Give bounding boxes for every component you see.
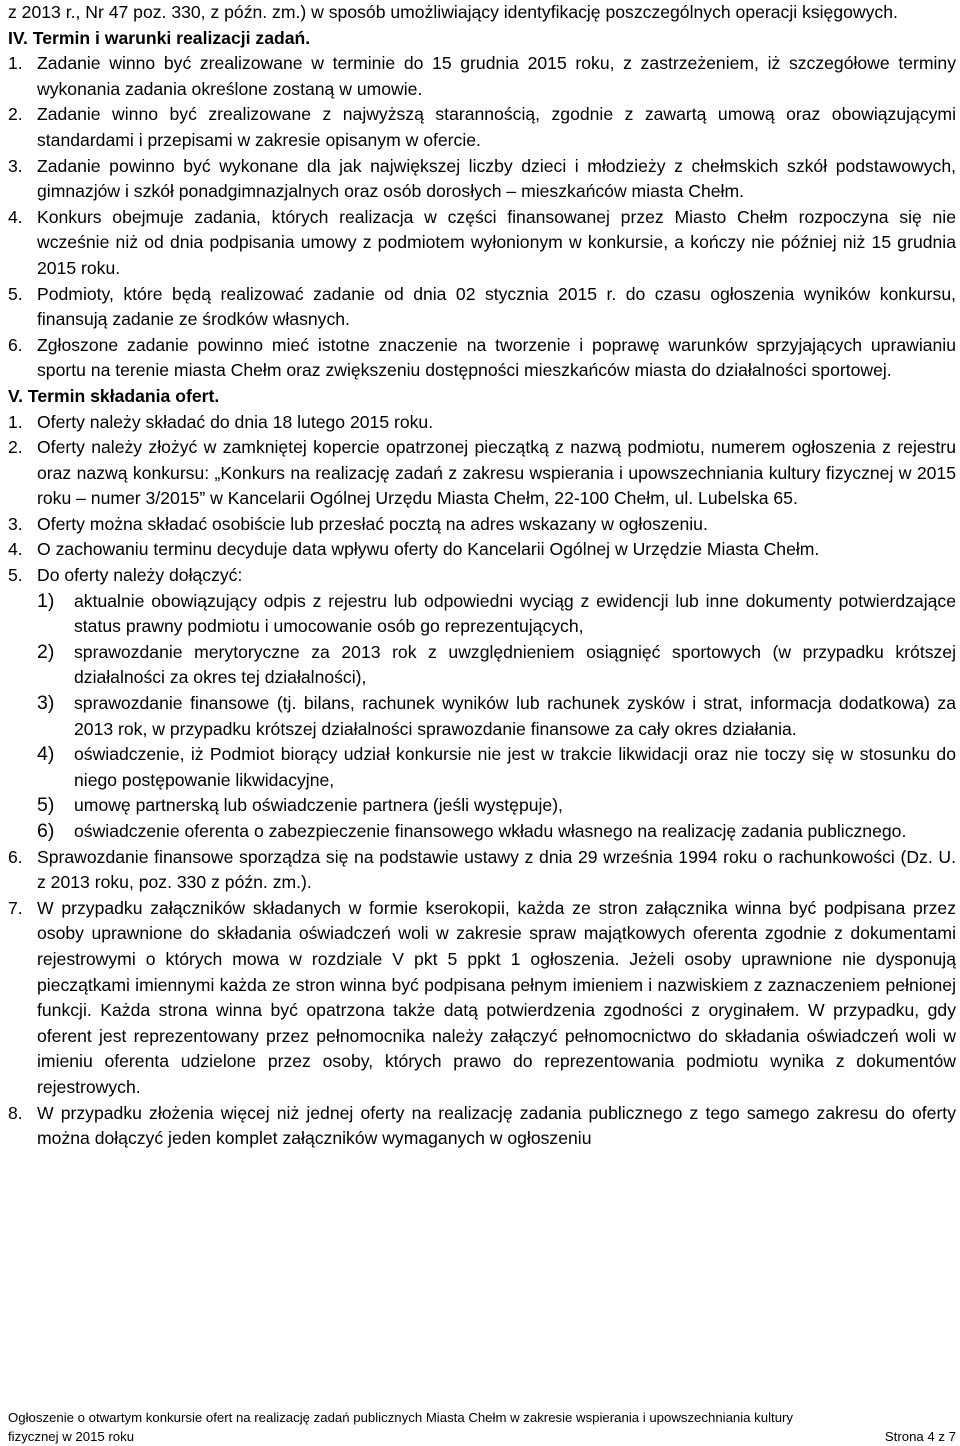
item-text-block xyxy=(37,896,956,1101)
attachment-text: sprawozdanie merytoryczne za 2013 rok z uwzględnieniem osiągnięć sportowych (w przypadku krótszej działalności za okres tej działalności), xyxy=(74,641,956,688)
item-number: 6. xyxy=(8,846,23,867)
item-number: 4. xyxy=(8,206,23,227)
item-number: 6. xyxy=(8,334,23,355)
section-iv-item xyxy=(8,51,956,102)
section-iv-item xyxy=(8,333,956,384)
attachment-number: 2) xyxy=(37,640,55,663)
item-number: 3. xyxy=(8,513,23,534)
section-v-item xyxy=(8,410,956,436)
item-number: 5. xyxy=(8,565,23,586)
footer-title: Ogłoszenie o otwartym konkursie ofert na realizację zadań publicznych Miasta Chełm w zakresie wspierania i upowszechniania kultury xyxy=(8,1410,794,1425)
attachment-text: sprawozdanie finansowe (tj. bilans, rachunek wyników lub rachunek zysków i strat, informacja dodatkowa) za 2013 rok, w przypadku krótszej działalności sprawozdanie finansowe za cały okres działania. xyxy=(74,693,956,739)
item-number: 8. xyxy=(8,1102,23,1123)
attachment-text: umowę partnerską lub oświadczenie partnera (jeśli występuje), xyxy=(74,795,563,816)
section-iv-item xyxy=(8,282,956,333)
item-text: O zachowaniu terminu decyduje data wpływu oferty do Kancelarii Ogólnej w Urzędzie Miasta Chełm. xyxy=(37,539,820,560)
item-text: Oferty należy składać do dnia 18 lutego 2015 roku. xyxy=(37,411,434,432)
item-text: Zgłoszone zadanie powinno mieć istotne znaczenie na tworzenie i poprawę warunków sprzyjających uprawianiu sportu na terenie miasta Chełm oraz zwiększeniu dostępności mieszkańców miasta do działalności sportowej. xyxy=(37,334,956,381)
item-text: Oferty można składać osobiście lub przesłać pocztą na adres wskazany w ogłoszeniu. xyxy=(37,513,708,534)
item-text: Do oferty należy dołączyć: xyxy=(37,565,243,586)
attachment-number: 1) xyxy=(37,589,55,612)
section-v-item xyxy=(8,1101,956,1152)
item-number: 2. xyxy=(8,437,23,458)
page-number: Strona 4 z 7 xyxy=(884,1429,956,1444)
section-v-item xyxy=(8,512,956,538)
attachment-text: oświadczenie oferenta o zabezpieczenie finansowego wkładu własnego na realizację zadania publicznego. xyxy=(74,821,907,841)
section-iv-item xyxy=(8,205,956,282)
item-text: Sprawozdanie finansowe sporządza się na podstawie ustawy z dnia 29 września 1994 roku o rachunkowości (Dz. U. z 2013 roku, poz. 330 z późn. zm.). xyxy=(37,846,956,893)
section-iv-heading: IV. Termin i warunki realizacji zadań. xyxy=(8,27,311,48)
item-text: Zadanie winno być zrealizowane z najwyższą starannością, zgodnie z zawartą umową oraz obowiązującymi standardami i przepisami w zakresie opisanym w ofercie. xyxy=(37,104,956,150)
section-v-heading: V. Termin składania ofert. xyxy=(8,385,220,406)
section-v-item xyxy=(8,537,956,563)
attachment-number: 6) xyxy=(37,820,55,842)
page-footer xyxy=(8,1408,956,1446)
attachment-item xyxy=(37,793,956,819)
attachment-item xyxy=(37,589,956,640)
attachment-number: 3) xyxy=(37,692,55,715)
item-text: W przypadku złożenia więcej niż jednej oferty na realizację zadania publicznego z tego samego zakresu do oferty można dołączyć jeden komplet załączników wymaganych w ogłoszeniu xyxy=(37,1102,956,1149)
attachment-text: oświadczenie, iż Podmiot biorący udział konkursie nie jest w trakcie likwidacji oraz nie toczy się w stosunku do niego postępowanie likwidacyjne, xyxy=(74,744,956,790)
attachment-item xyxy=(37,819,956,845)
attachment-item xyxy=(37,640,956,691)
attachment-number: 4) xyxy=(37,743,55,766)
section-iv-item xyxy=(8,154,956,205)
item-text-continued: W przypadku, gdy oferent jest reprezentowany przez pełnomocnika należy załączyć pełnomocnictwo do składania oświadczeń woli w imieniu oferenta udzielone przez osoby, których prawo do reprezentowania podmiotu wynika z dokumentów rejestrowych. xyxy=(37,1000,957,1097)
footer-line xyxy=(8,1427,956,1446)
attachment-text: aktualnie obowiązujący odpis z rejestru lub odpowiedni wyciąg z ewidencji lub inne dokumenty potwierdzające status prawny podmiotu i umocowanie osób go reprezentujących, xyxy=(74,590,956,637)
item-text: W przypadku załączników składanych w formie kserokopii, każda ze stron załącznika winna być podpisana przez osoby uprawnione do składania oświadczeń woli w zakresie spraw majątkowych oferenta zgodnie z dokumentami rejestrowymi o których mowa w rozdziale V pkt 5 ppkt 1 ogłoszenia. Jeżeli osoby uprawnione nie dysponują pieczątkami imiennymi każda ze stron winna być podpisana pełnym imieniem i nazwiskiem z zaznaczeniem pełnionej funkcji. Każda strona winna być opatrzona także datą potwierdzenia zgodności z oryginałem. xyxy=(37,897,956,1021)
attachment-item xyxy=(37,742,956,793)
document-body xyxy=(8,0,956,1152)
attachment-number: 5) xyxy=(37,794,55,817)
item-text: Podmioty, które będą realizować zadanie od dnia 02 stycznia 2015 r. do czasu ogłoszenia wyników konkursu, finansują zadanie ze środków własnych. xyxy=(37,283,956,330)
item-number: 1. xyxy=(8,53,23,74)
item-number: 5. xyxy=(8,283,23,304)
item-number: 7. xyxy=(8,897,23,918)
footer-title-continued: fizycznej w 2015 roku xyxy=(8,1429,135,1444)
section-iv-item xyxy=(8,102,956,153)
item-text: Konkurs obejmuje zadania, których realizacja w części finansowanej przez Miasto Chełm rozpoczyna się nie wcześnie niż od dnia podpisania umowy z podmiotem wyłonionym w konkursie, a kończy nie później niż 15 grudnia 2015 roku. xyxy=(37,206,956,278)
section-v-item xyxy=(8,845,956,896)
item-number: 3. xyxy=(8,155,23,176)
attachment-item xyxy=(37,691,956,742)
item-number: 2. xyxy=(8,104,23,125)
item-number: 1. xyxy=(8,411,23,432)
item-text: Oferty należy złożyć w zamkniętej kopercie opatrzonej pieczątką z nazwą podmiotu, numerem ogłoszenia z rejestru oraz nazwą konkursu: „Konkurs na realizację zadań z zakresu wspierania i upowszechniania kultury fizycznej w 2015 roku – numer 3/2015” w Kancelarii Ogólnej Urzędu Miasta Chełm, 22-100 Chełm, ul. Lubelska 65. xyxy=(37,437,956,509)
intro-paragraph: z 2013 r., Nr 47 poz. 330, z późn. zm.) w sposób umożliwiający identyfikację poszczególnych operacji księgowych. xyxy=(8,2,898,22)
section-v-item xyxy=(8,896,956,1101)
item-number: 4. xyxy=(8,539,23,560)
item-text: Zadanie powinno być wykonane dla jak największej liczby dzieci i młodzieży z chełmskich szkół podstawowych, gimnazjów i szkół ponadgimnazjalnych oraz osób dorosłych – mieszkańców miasta Chełm. xyxy=(37,155,956,202)
section-v-item xyxy=(8,435,956,512)
item-text: Zadanie winno być zrealizowane w terminie do 15 grudnia 2015 roku, z zastrzeżeniem, iż szczegółowe terminy wykonania zadania określone zostaną w umowie. xyxy=(37,53,956,99)
section-v-item xyxy=(8,563,956,589)
